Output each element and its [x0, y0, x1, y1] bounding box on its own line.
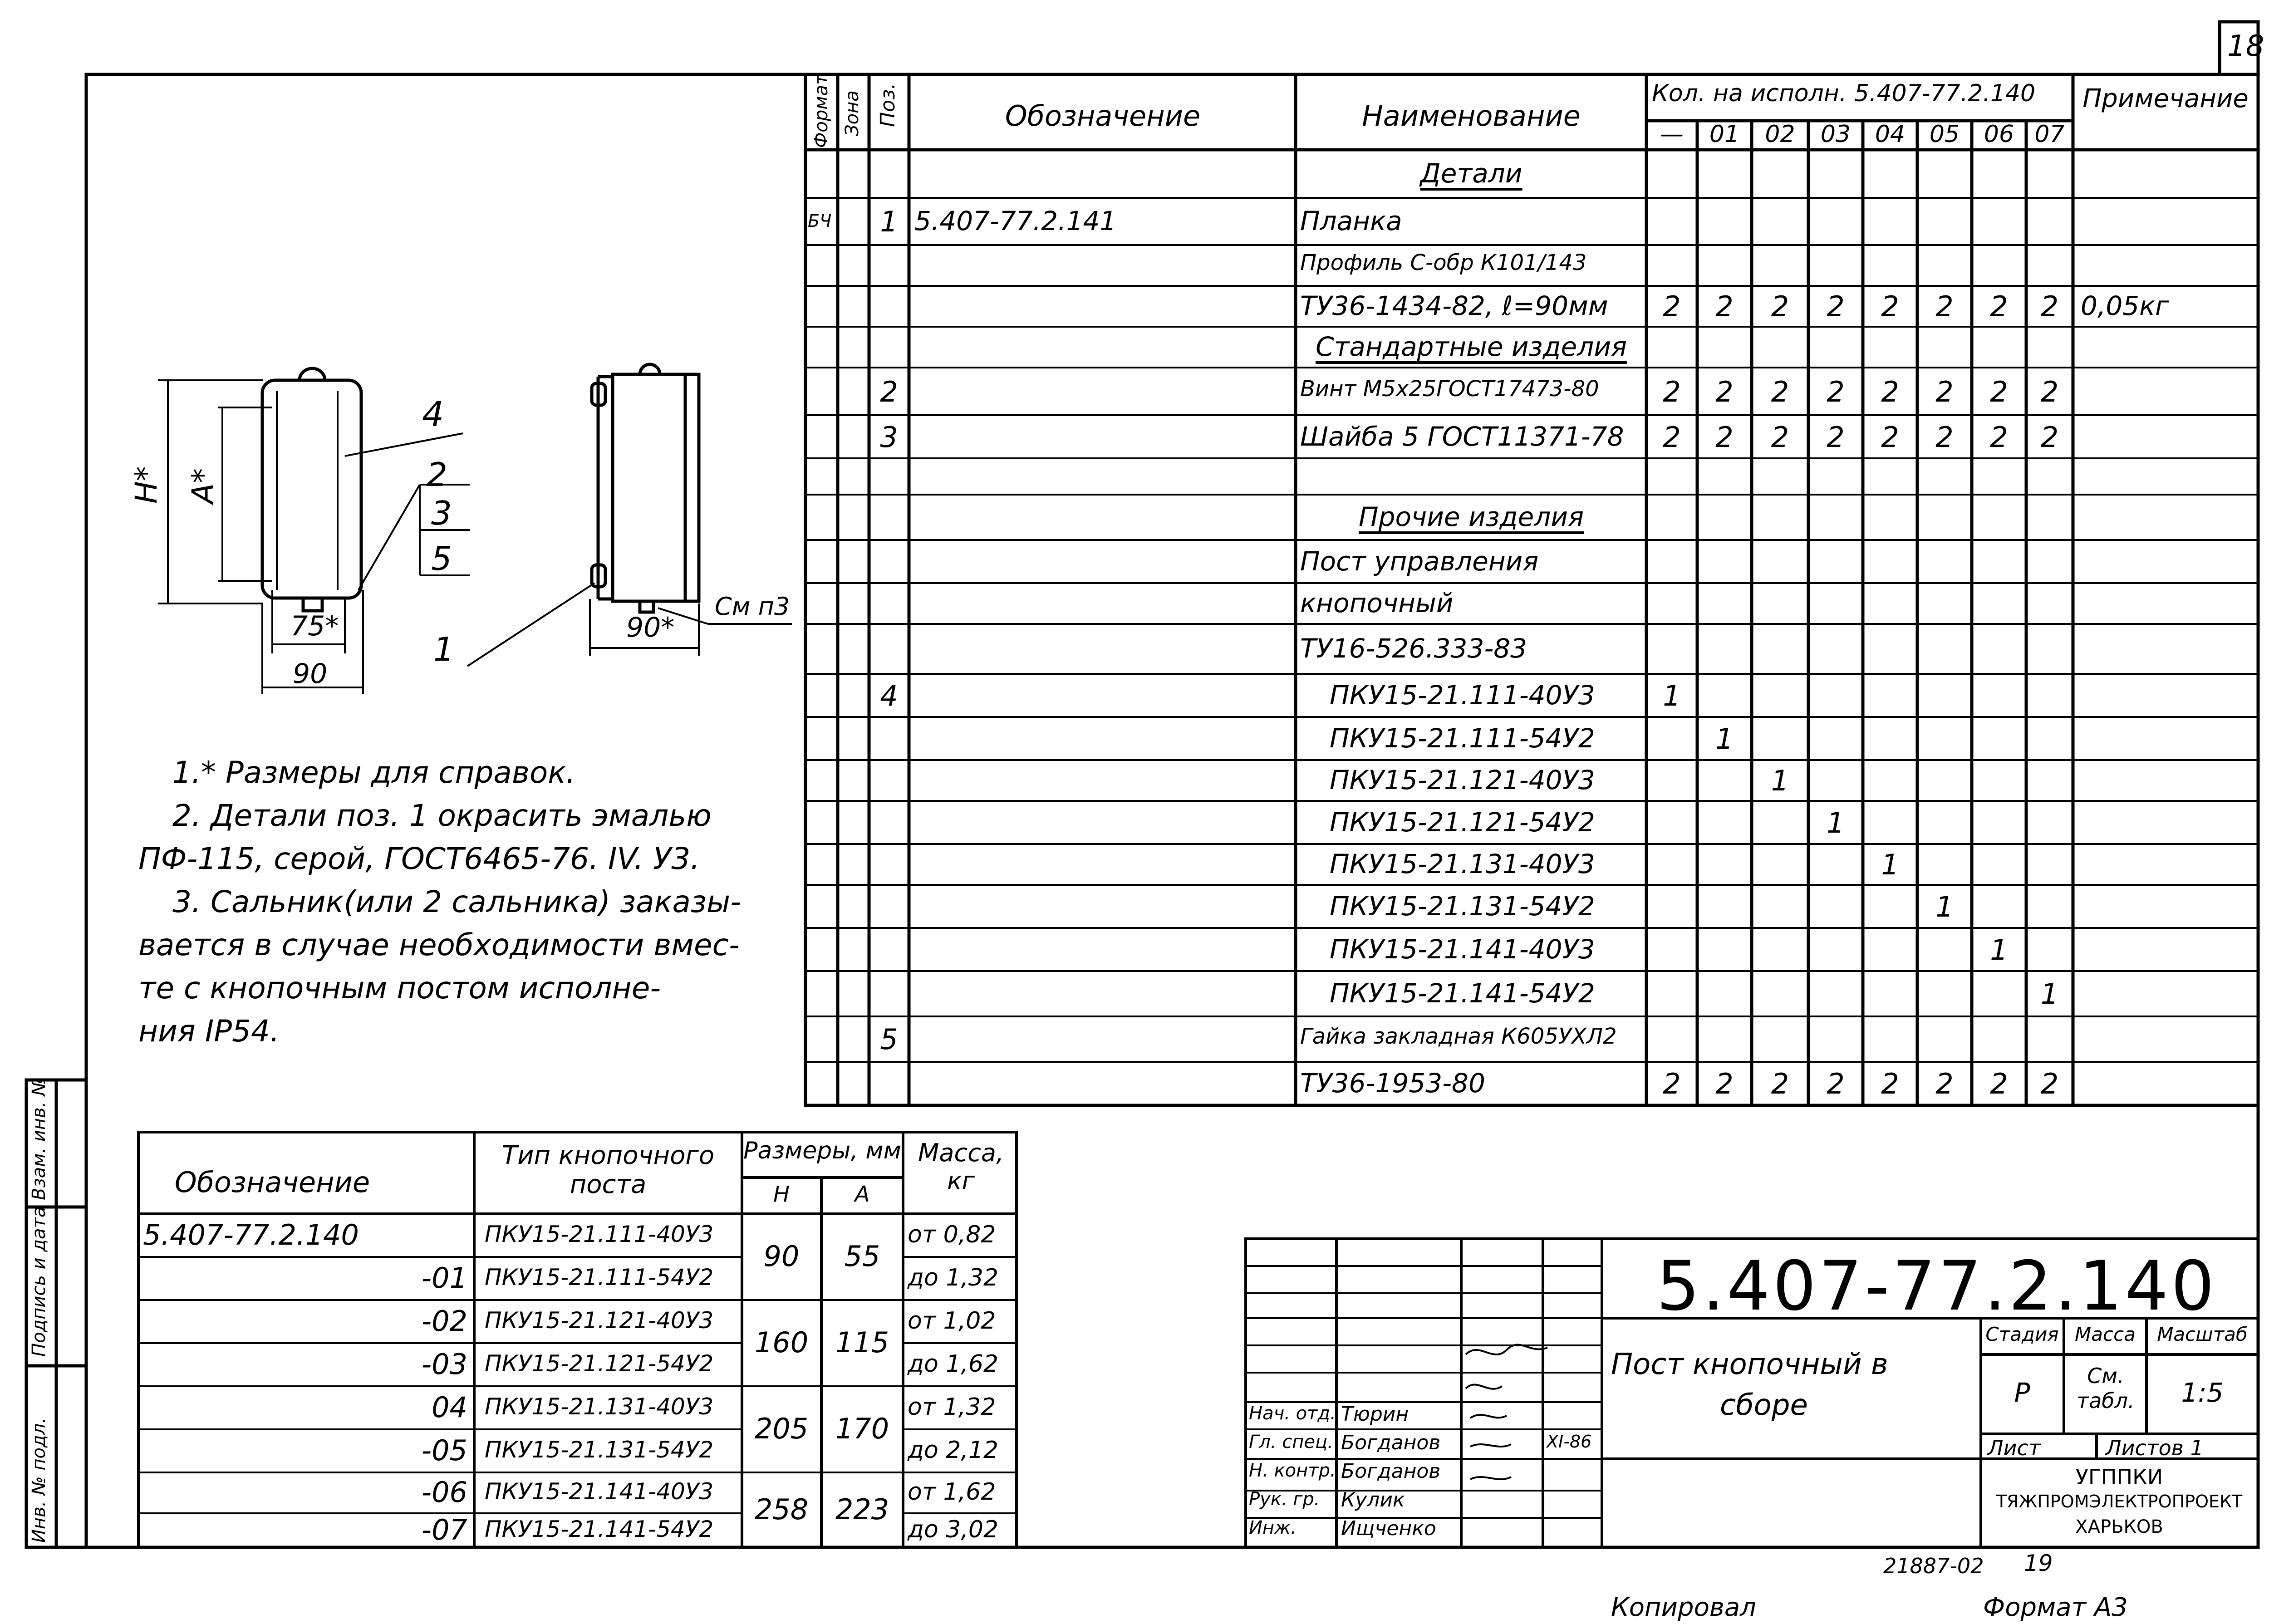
title-line-1: Пост кнопочный в — [1611, 1348, 1888, 1381]
spec-qty: 2 — [1663, 420, 1681, 454]
spec-qty: 2 — [1990, 420, 2008, 454]
header-qty: Кол. на исполн. 5.407-77.2.140 — [1652, 80, 2036, 107]
variant-header: 03 — [1820, 121, 1851, 148]
spec-name: ПКУ15-21.111-54У2 — [1330, 722, 1595, 754]
spec-qty: 2 — [1935, 420, 1954, 454]
header-note: Примечание — [2082, 84, 2249, 113]
vt-type: ПКУ15-21.141-40У3 — [485, 1478, 714, 1505]
spec-name: Винт М5х25ГОСТ17473-80 — [1300, 376, 1599, 402]
sheet-number: 18 — [2227, 29, 2264, 63]
vt-mass: от 1,02 — [908, 1307, 996, 1335]
vt-size-a: 115 — [835, 1326, 889, 1359]
title-line-2: сборе — [1720, 1388, 1808, 1422]
sheet-label: Лист — [1988, 1436, 2041, 1460]
vt-size-h: 205 — [754, 1412, 809, 1445]
spec-qty: 2 — [1935, 290, 1954, 323]
sheets-label: Листов 1 — [2106, 1436, 2204, 1460]
spec-name: ПКУ15-21.131-54У2 — [1330, 890, 1595, 922]
spec-qty: 2 — [1827, 375, 1845, 408]
variant-header: 05 — [1929, 121, 1960, 148]
doc-number: 5.407-77.2.140 — [1656, 1247, 2217, 1326]
spec-name: ТУ36-1434-82, ℓ=90мм — [1300, 290, 1608, 321]
vt-type: ПКУ15-21.131-40У3 — [485, 1393, 714, 1420]
vt-size-a: 55 — [844, 1240, 880, 1273]
header-name: Наименование — [1362, 99, 1581, 132]
vt-mass: до 2,12 — [908, 1436, 999, 1464]
spec-qty: 2 — [1771, 375, 1789, 408]
vt-type: ПКУ15-21.121-40У3 — [485, 1307, 714, 1334]
vt-header-sizes: Размеры, мм — [743, 1137, 901, 1164]
spec-qty: 2 — [1990, 1067, 2008, 1100]
scale-label: Масштаб — [2157, 1323, 2248, 1345]
vt-type: ПКУ15-21.131-54У2 — [485, 1436, 714, 1463]
mass-value: См. табл. — [2077, 1364, 2135, 1413]
signature-name: Богданов — [1341, 1431, 1441, 1454]
spec-qty: 2 — [1881, 420, 1899, 454]
spec-name: кнопочный — [1300, 588, 1454, 618]
spec-qty: 2 — [1715, 1067, 1734, 1100]
spec-section-title: Прочие изделия — [1359, 501, 1584, 532]
vt-type: ПКУ15-21.111-40У3 — [485, 1221, 714, 1247]
footer-format: Формат А3 — [1983, 1593, 2128, 1622]
spec-qty: 2 — [1715, 290, 1734, 323]
pos-label-5: 5 — [431, 540, 452, 578]
note-line: 3. Сальник(или 2 сальника) заказы- — [172, 884, 741, 919]
spec-qty: 2 — [1827, 1067, 1845, 1100]
spec-name: ПКУ15-21.131-40У3 — [1330, 849, 1595, 879]
signature-name: Ищченко — [1341, 1517, 1436, 1540]
variant-header: 01 — [1709, 121, 1740, 148]
vt-mass: до 1,62 — [908, 1350, 999, 1378]
spec-qty: 1 — [2040, 977, 2059, 1011]
spec-qty: 1 — [1827, 806, 1845, 839]
side-stamp-replace: Взам. инв. № — [29, 1077, 49, 1200]
org-line-1: УГППКИ — [2075, 1465, 2163, 1489]
variant-header: 07 — [2034, 121, 2065, 148]
spec-qty: 2 — [2040, 375, 2059, 408]
header-pos: Поз. — [876, 83, 899, 127]
spec-qty: 1 — [1881, 848, 1899, 881]
spec-qty: 2 — [1663, 290, 1681, 323]
signature-role: Инж. — [1249, 1517, 1297, 1538]
vt-mass: от 1,62 — [908, 1478, 996, 1506]
vt-size-a: 223 — [835, 1492, 889, 1526]
vt-designation: -01 — [421, 1261, 467, 1295]
spec-section-title: Стандартные изделия — [1316, 331, 1627, 362]
signature-name: Тюрин — [1341, 1403, 1409, 1426]
side-view — [592, 364, 699, 612]
vt-designation: -07 — [421, 1513, 467, 1546]
spec-qty: 2 — [1663, 1067, 1681, 1100]
org-line-2: ТЯЖПРОМЭЛЕКТРОПРОЕКТ — [1996, 1492, 2243, 1511]
signature-date: XI-86 — [1547, 1432, 1592, 1452]
spec-qty: 2 — [1935, 1067, 1954, 1100]
vt-type: ПКУ15-21.121-54У2 — [485, 1350, 714, 1377]
vt-header-h: Н — [773, 1182, 790, 1207]
spec-qty: 2 — [1827, 290, 1845, 323]
side-stamp-sign: Подпись и дата — [29, 1206, 49, 1357]
variant-header: 02 — [1765, 121, 1795, 148]
spec-name: ПКУ15-21.141-54У2 — [1330, 978, 1595, 1009]
spec-qty: 1 — [1935, 890, 1954, 923]
variant-header: 04 — [1875, 121, 1906, 148]
vt-designation: 5.407-77.2.140 — [143, 1218, 359, 1251]
dim-90: 90 — [293, 658, 328, 690]
spec-qty: 2 — [1715, 420, 1734, 454]
variant-header: 06 — [1984, 121, 2014, 148]
spec-name: Пост управления — [1300, 545, 1539, 577]
spec-pos: 2 — [880, 375, 898, 408]
vt-header-designation: Обозначение — [174, 1166, 370, 1199]
spec-name: ПКУ15-21.121-40У3 — [1330, 765, 1595, 795]
spec-name: ТУ16-526.333-83 — [1300, 633, 1527, 664]
spec-name: Профиль С-обр К101/143 — [1300, 250, 1587, 275]
spec-name: ТУ36-1953-80 — [1300, 1068, 1485, 1099]
spec-qty: 2 — [2040, 1067, 2059, 1100]
spec-pos: 3 — [880, 420, 898, 454]
spec-qty: 2 — [1771, 420, 1789, 454]
vt-type: ПКУ15-21.111-54У2 — [485, 1264, 714, 1290]
stage-value: Р — [2014, 1377, 2030, 1408]
dim-see-p3: См п3 — [715, 592, 790, 621]
header-format: Формат — [811, 74, 832, 148]
vt-designation: -03 — [421, 1347, 467, 1381]
spec-qty: 2 — [1771, 1067, 1789, 1100]
signature-name: Богданов — [1341, 1460, 1441, 1483]
spec-name: ПКУ15-21.121-54У2 — [1330, 806, 1595, 838]
spec-qty: 2 — [1990, 290, 2008, 323]
spec-name: Планка — [1300, 206, 1402, 236]
note-line: ния IP54. — [138, 1014, 280, 1049]
spec-qty: 2 — [1881, 290, 1899, 323]
mass-label: Масса — [2075, 1323, 2136, 1345]
vt-size-h: 160 — [754, 1326, 809, 1359]
scale-value: 1:5 — [2181, 1377, 2224, 1408]
note-line: те с кнопочным постом исполне- — [138, 971, 661, 1006]
vt-designation: -05 — [421, 1433, 467, 1467]
vt-designation: -06 — [421, 1476, 467, 1509]
note-line: 1.* Размеры для справок. — [172, 755, 576, 790]
signature-role: Н. контр. — [1249, 1460, 1336, 1481]
spec-pos: 1 — [880, 205, 898, 238]
footer-copied: Копировал — [1611, 1593, 1756, 1622]
signature-role: Рук. гр. — [1249, 1489, 1320, 1510]
side-stamp-inv: Инв. № подл. — [29, 1418, 49, 1543]
spec-note: 0,05кг — [2081, 290, 2169, 321]
vt-size-a: 170 — [835, 1412, 889, 1445]
note-line: вается в случае необходимости вмес- — [138, 927, 740, 962]
spec-name: Гайка закладная К605УХЛ2 — [1300, 1024, 1617, 1049]
spec-pos: 5 — [880, 1023, 898, 1056]
signature-role: Нач. отд. — [1249, 1403, 1336, 1424]
pos-label-1: 1 — [433, 630, 454, 668]
spec-qty: 1 — [1990, 933, 2008, 967]
front-view — [262, 368, 361, 611]
pos-label-3: 3 — [431, 494, 452, 532]
spec-qty: 1 — [1663, 679, 1681, 712]
vt-size-h: 258 — [754, 1492, 809, 1526]
spec-section-title: Детали — [1420, 158, 1522, 189]
spec-name: ПКУ15-21.111-40У3 — [1330, 679, 1595, 711]
dim-90-side: 90* — [626, 612, 675, 643]
spec-qty: 2 — [1881, 1067, 1899, 1100]
header-designation: Обозначение — [1005, 99, 1201, 132]
spec-name: ПКУ15-21.141-40У3 — [1330, 933, 1595, 965]
spec-qty: 2 — [2040, 420, 2059, 454]
footer-page: 19 — [2024, 1550, 2053, 1576]
note-line: 2. Детали поз. 1 окрасить эмалью — [172, 798, 712, 833]
spec-qty: 1 — [1715, 722, 1734, 756]
spec-qty: 2 — [2040, 290, 2059, 323]
spec-name: Шайба 5 ГОСТ11371-78 — [1300, 421, 1624, 452]
spec-qty: 2 — [1881, 375, 1899, 408]
vt-mass: от 1,32 — [908, 1393, 996, 1421]
vt-type: ПКУ15-21.141-54У2 — [485, 1516, 714, 1542]
spec-designation: 5.407-77.2.141 — [914, 206, 1117, 236]
vt-designation: -02 — [421, 1304, 467, 1338]
spec-qty: 2 — [1935, 375, 1954, 408]
signature-name: Кулик — [1341, 1488, 1405, 1511]
pos-label-2: 2 — [427, 456, 447, 494]
dim-h: H* — [129, 466, 164, 504]
variant-header: — — [1660, 121, 1684, 148]
dim-75: 75* — [290, 610, 339, 642]
pos-label-4: 4 — [422, 394, 444, 434]
note-line: ПФ-115, серой, ГОСТ6465-76. IV. У3. — [138, 841, 700, 876]
vt-header-a: А — [855, 1182, 870, 1207]
vt-designation: 04 — [432, 1390, 467, 1424]
org-line-3: ХАРЬКОВ — [2075, 1516, 2163, 1537]
header-zone: Зона — [842, 90, 863, 136]
vt-mass: до 3,02 — [908, 1516, 999, 1543]
spec-format: БЧ — [808, 211, 832, 231]
spec-qty: 2 — [1827, 420, 1845, 454]
vt-size-h: 90 — [763, 1240, 800, 1273]
footer-ref: 21887-02 — [1883, 1554, 1984, 1578]
signature-role: Гл. спец. — [1249, 1432, 1333, 1452]
vt-mass: до 1,32 — [908, 1264, 999, 1291]
dim-a: A* — [186, 468, 221, 504]
spec-pos: 4 — [880, 679, 898, 712]
spec-qty: 1 — [1771, 764, 1789, 797]
spec-qty: 2 — [1715, 375, 1734, 408]
spec-qty: 2 — [1771, 290, 1789, 323]
vt-header-type: Тип кнопочного поста — [501, 1141, 715, 1200]
vt-header-mass: Масса, кг — [918, 1138, 1004, 1196]
vt-mass: от 0,82 — [908, 1221, 996, 1248]
spec-qty: 2 — [1990, 375, 2008, 408]
stage-label: Стадия — [1985, 1323, 2059, 1345]
spec-qty: 2 — [1663, 375, 1681, 408]
